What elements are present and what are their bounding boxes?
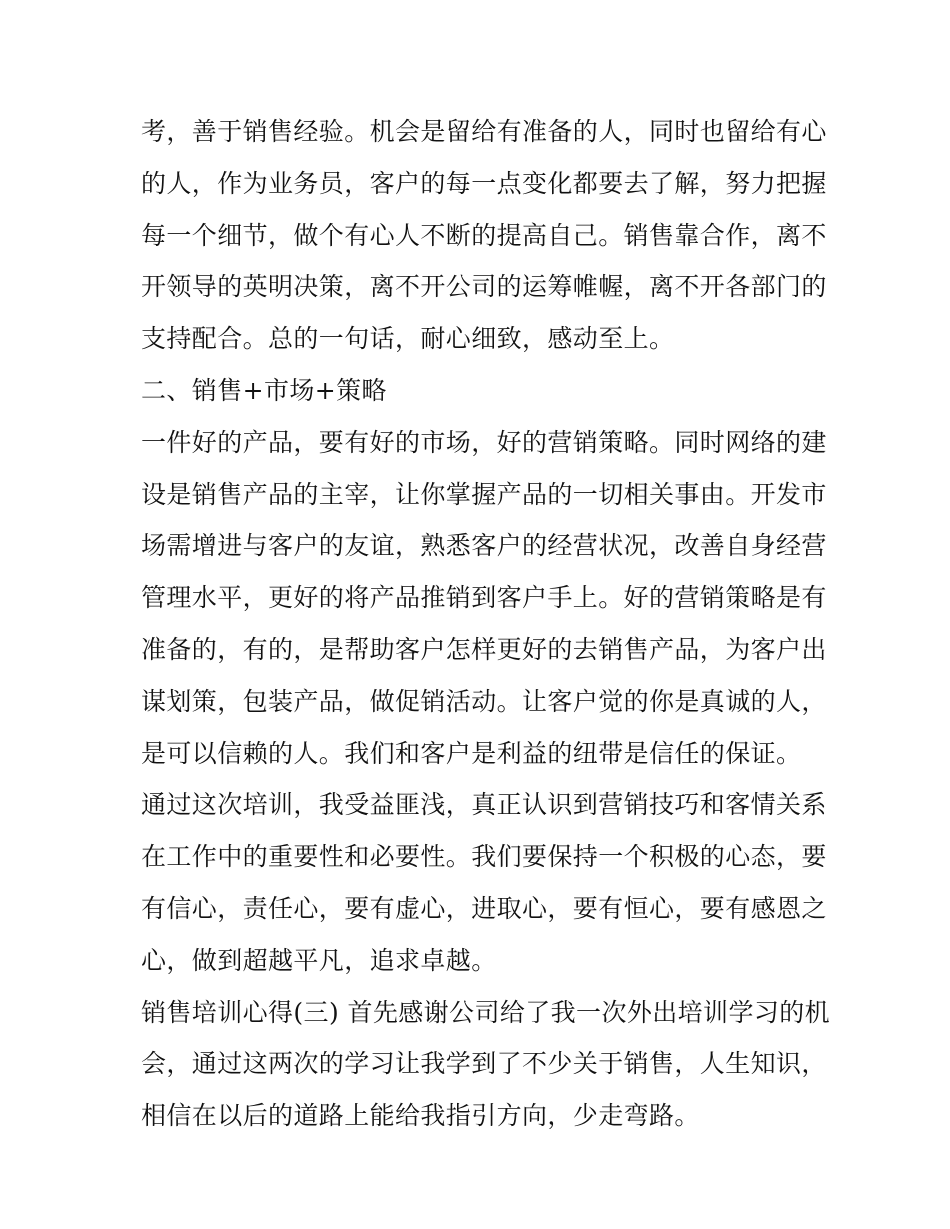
paragraph-1 (141, 106, 827, 365)
text-line: 心，做到超越平凡，追求卓越。 (141, 945, 497, 975)
heading-line: 二、销售+市场+策略 (141, 375, 387, 405)
paragraph-4 (141, 987, 831, 1142)
text-line: 相信在以后的道路上能给我指引方向，少走弯路。 (141, 1101, 700, 1131)
paragraph-3 (141, 779, 827, 986)
text-line: 每一个细节，做个有心人不断的提高自己。销售靠合作，离不 (141, 220, 827, 250)
text-line: 考，善于销售经验。机会是留给有准备的人，同时也留给有心 (141, 117, 827, 146)
text-line: 是可以信赖的人。我们和客户是利益的纽带是信任的保证。 (141, 738, 802, 768)
text-line: 通过这次培训，我受益匪浅，真正认识到营销技巧和客情关系 (141, 790, 827, 820)
text-line: 谋划策，包装产品，做促销活动。让客户觉的你是真诚的人， (141, 686, 827, 716)
text-line: 设是销售产品的主宰，让你掌握产品的一切相关事由。开发市 (141, 479, 827, 509)
text-line: 支持配合。总的一句话，耐心细致，感动至上。 (141, 324, 675, 354)
text-line: 一件好的产品，要有好的市场，好的营销策略。同时网络的建 (141, 427, 827, 457)
text-line: 场需增进与客户的友谊，熟悉客户的经营状况，改善自身经营 (141, 531, 827, 561)
text-line: 准备的，有的，是帮助客户怎样更好的去销售产品，为客户出 (141, 634, 827, 664)
paragraph-2 (141, 417, 827, 780)
document-body (141, 106, 831, 1142)
text-line: 有信心，责任心，要有虚心，进取心，要有恒心，要有感恩之 (141, 893, 827, 923)
text-line: 在工作中的重要性和必要性。我们要保持一个积极的心态，要 (141, 842, 827, 872)
text-line: 销售培训心得(三) 首先感谢公司给了我一次外出培训学习的机 (141, 997, 831, 1027)
text-line: 的人，作为业务员，客户的每一点变化都要去了解，努力把握 (141, 168, 827, 198)
text-line: 管理水平，更好的将产品推销到客户手上。好的营销策略是有 (141, 583, 827, 613)
text-line: 开领导的英明决策，离不开公司的运筹帷幄，离不开各部门的 (141, 272, 827, 302)
section-heading (141, 365, 813, 417)
text-line: 会，通过这两次的学习让我学到了不少关于销售，人生知识， (141, 1049, 827, 1079)
